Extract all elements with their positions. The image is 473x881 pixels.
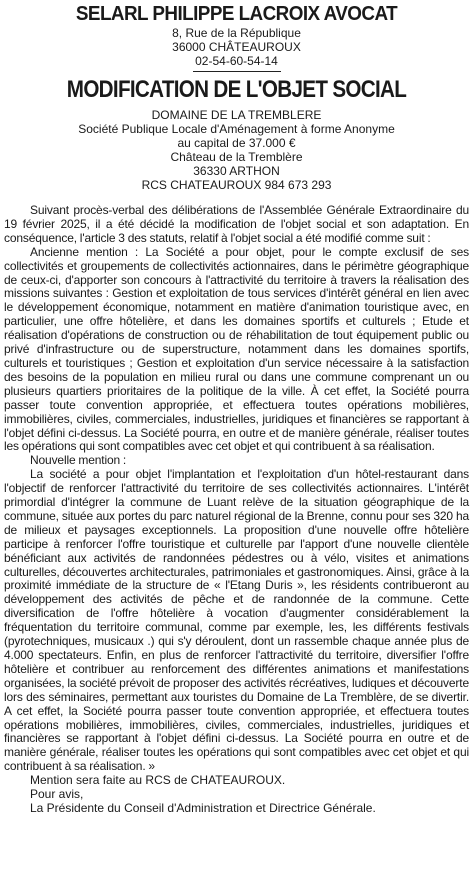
company-block [4, 108, 469, 192]
old-mention-paragraph: Ancienne mention : La Société a pour objet, pour le compte exclusif de ses collectivités et groupements de collectivités actionnaires, dans le périmètre géographique de ceux-ci, d'apporter son concours à l'attractivité du territoire à travers la réalisation des missions suivantes : Gestion et exploitation de tous services d'intérêt général en lien avec le développement économique, notamment en matière d'animation touristique avec, en particulier, une offre hôtelière, et dans les domaines sportifs et culturels ; Etude et réalisation d'opérations de construction ou de réhabilitation de tout équipement public ou privé d'infrastructure ou de superstructure, notamment dans les domaines sportifs, culturels et touristiques ; Gestion et exploitation d'un service nécessaire à la satisfaction des besoins de la population en milieu rural ou dans une commune comprenant un ou plusieurs quartiers prioritaires de la politique de la ville. À cet effet, la Société pourra passer toute convention appropriée, et effectuera toutes opérations mobilières, immobilières, civiles, commerciales, industrielles, juridiques et financières se rapportant à l'objet défini ci-dessus. La Société pourra, en outre et de manière générale, réaliser toutes les opérations qui sont compatibles avec cet objet et qui contribuent à sa réalisation. [4, 244, 469, 454]
rcs-mention: Mention sera faite au RCS de CHATEAUROUX. [30, 773, 286, 788]
signoff [4, 774, 469, 816]
company-capital: au capital de 37.000 € [177, 136, 296, 150]
company-address-line1: Château de la Tremblère [170, 150, 303, 164]
closing: Pour avis, [30, 787, 84, 802]
notice-body [4, 204, 469, 774]
divider-line [193, 71, 281, 72]
notice-title: MODIFICATION DE L'OBJET SOCIAL [66, 76, 407, 103]
company-rcs: RCS CHATEAUROUX 984 673 293 [141, 178, 332, 192]
new-mention-label: Nouvelle mention : [30, 453, 127, 468]
company-address-line2: 36330 ARTHON [193, 164, 280, 178]
company-name: DOMAINE DE LA TREMBLERE [151, 108, 322, 122]
intro-paragraph: Suivant procès-verbal des délibérations de l'Assemblée Générale Extraordinaire du 19 février 2025, il a été décidé la modification de l'objet social et son adaptation. En conséquence, l'article 3 des statuts, relatif à l'objet social a été modifié comme suit : [4, 203, 469, 245]
firm-phone: 02-54-60-54-14 [195, 54, 278, 68]
firm-address-line2: 36000 CHÂTEAUROUX [172, 40, 301, 54]
company-form: Société Publique Locale d'Aménagement à forme Anonyme [78, 122, 395, 136]
firm-address [4, 26, 469, 68]
firm-address-line1: 8, Rue de la République [172, 26, 301, 40]
firm-name: SELARL PHILIPPE LACROIX AVOCAT [75, 2, 398, 25]
signatory: La Présidente du Conseil d'Administration et Directrice Générale. [30, 800, 376, 815]
new-mention-paragraph: La société a pour objet l'implantation et l'exploitation d'un hôtel-restaurant dans l'objectif de renforcer l'attractivité du territoire de ses collectivités actionnaires. L'intérêt primordial d'intégrer la commune de Luant relève de la situation géographique de la commune, située aux portes du parc naturel régional de la Brenne, connu pour ses 320 ha de milieux et paysages exceptionnels. La proposition d'une nouvelle offre hôtelière participe à renforcer l'offre touristique et culturelle par l'apport d'une nouvelle clientèle bénéficiant aux activités de randonnées pédestres ou à vélo, visites et animations culturelles, découvertes architecturales, patrimoniales et gastronomiques. Ainsi, grâce à la proximité immédiate de la structure de « l'Etang Duris », les résidents contribueront au développement des activités de pêche et de randonnée de la commune. Cette diversification de l'offre hôtelière à vocation d'augmenter considérablement la fréquentation du territoire communal, comme par exemple, les, les différents festivals (pyrotechniques, musicaux .) qui s'y déroulent, dont un rassemble chaque année plus de 4.000 spectateurs. Enfin, en plus de renforcer l'attractivité du territoire, diversifier l'offre hôtelière et contribuer au renforcement des différentes animations et manifestations organisées, la société prévoit de proposer des activités récréatives, ludiques et découverte lors des séminaires, permettant aux touristes du Domaine de La Tremblère, de se divertir. A cet effet, la Société pourra passer toute convention appropriée, et effectuera toutes opérations mobilières, immobilières, civiles, commerciales, industrielles, juridiques et financières se rapportant à l'objet défini ci-dessus. La Société pourra en outre et de manière générale, réaliser toutes les opérations qui sont compatibles avec cet objet et qui contribuent à sa réalisation. » [4, 467, 469, 774]
